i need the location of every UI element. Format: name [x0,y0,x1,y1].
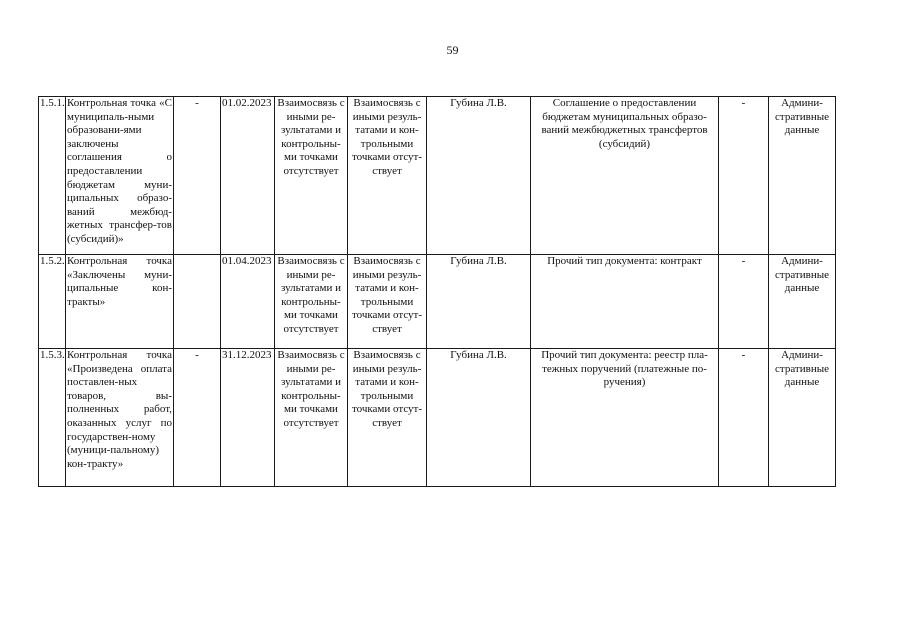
row-number: 1.5.1. [39,97,66,255]
document-type-cell: Соглашение о предоставлении бюджетам муниципальных образо-ваний межбюджетных трансфертов (субсидий) [531,97,719,255]
system-cell: - [719,255,769,349]
table-body [39,97,836,487]
control-point-name [66,349,174,487]
date-cell: 01.02.2023 [221,97,275,255]
relation-results-cell: Взаимосвязь с иными ре-зультатами и контрольны-ми точками отсутствует [275,255,348,349]
source-cell: Админи-стративные данные [769,349,836,487]
row-number: 1.5.3. [39,349,66,487]
control-point-name-text: Контрольная точка «Заключены муни-ципальные кон-тракты» [67,255,172,308]
relation-results-cell: Взаимосвязь с иными ре-зультатами и контрольны-ми точками отсутствует [275,349,348,487]
source-cell: Админи-стративные данные [769,255,836,349]
responsible-cell: Губина Л.В. [427,255,531,349]
control-points-table [38,96,836,487]
source-cell: Админи-стративные данные [769,97,836,255]
table-row [39,349,836,487]
control-point-name [66,255,174,349]
responsible-cell: Губина Л.В. [427,97,531,255]
control-point-name-text: Контрольная точка «Произведена оплата поставлен-ных товаров, вы-полненных работ, оказанных услуг по государствен-ному (муници-пальному) кон-тракту» [67,349,172,470]
predecessor-cell: - [174,349,221,487]
responsible-cell: Губина Л.В. [427,349,531,487]
table-row [39,97,836,255]
row-number: 1.5.2. [39,255,66,349]
predecessor-cell [174,255,221,349]
control-point-name [66,97,174,255]
control-point-name-text: Контрольная точка «С муниципаль-ными образовани-ями заключены соглашения о предоставлении бюджетам муни-ципальных образо-ваний межбюд-жетных трансфер-тов (субсидий)» [67,97,172,245]
relation-other-cell: Взаимосвязь с иными резуль-татами и кон-трольными точками отсут-ствует [348,255,427,349]
date-cell: 31.12.2023 [221,349,275,487]
relation-other-cell: Взаимосвязь с иными резуль-татами и кон-трольными точками отсут-ствует [348,97,427,255]
document-type-cell: Прочий тип документа: контракт [531,255,719,349]
system-cell: - [719,349,769,487]
system-cell: - [719,97,769,255]
relation-other-cell: Взаимосвязь с иными резуль-татами и кон-трольными точками отсут-ствует [348,349,427,487]
table-row [39,255,836,349]
predecessor-cell: - [174,97,221,255]
document-type-cell: Прочий тип документа: реестр пла-тежных поручений (платежные по-ручения) [531,349,719,487]
page-number: 59 [446,43,459,57]
relation-results-cell: Взаимосвязь с иными ре-зультатами и контрольны-ми точками отсутствует [275,97,348,255]
date-cell: 01.04.2023 [221,255,275,349]
